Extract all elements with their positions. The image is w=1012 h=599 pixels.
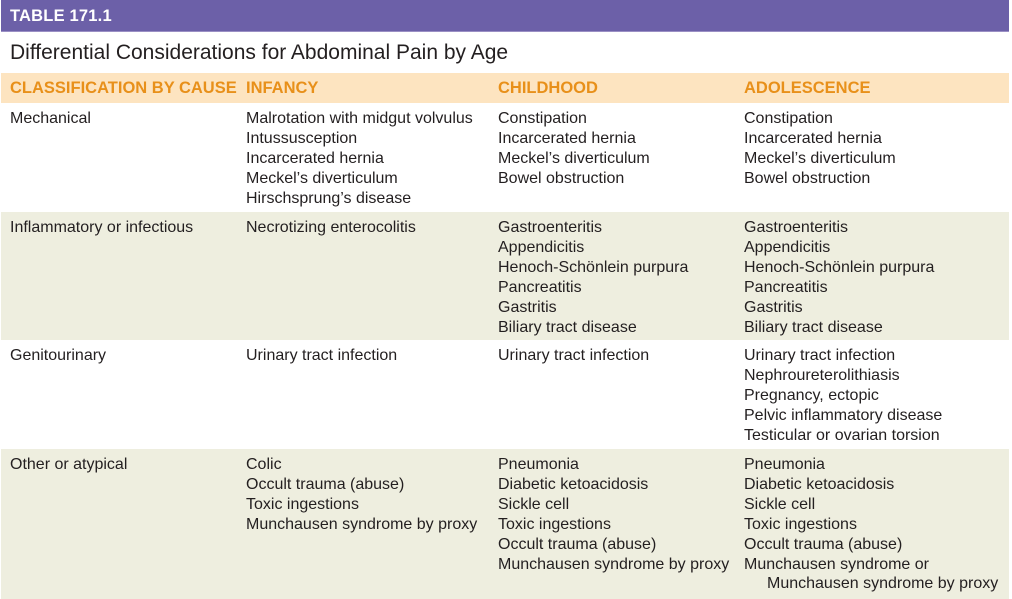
list-item: Meckel’s diverticulum <box>246 169 398 187</box>
table-row <box>1 449 1009 599</box>
list-item: Incarcerated hernia <box>246 149 384 167</box>
list-item: Biliary tract disease <box>498 318 637 336</box>
list-item: Hirschsprung’s disease <box>246 189 412 207</box>
list-item: Bowel obstruction <box>498 169 625 187</box>
list-item: Appendicitis <box>498 238 585 256</box>
cell-adolescence <box>735 340 1009 449</box>
header-classification: CLASSIFICATION BY CAUSE <box>10 79 237 97</box>
list-item: Urinary tract infection <box>744 347 896 364</box>
list-item: Pneumonia <box>498 456 579 473</box>
cell-cause: Other or atypical <box>10 456 128 473</box>
list-item: Constipation <box>498 110 587 127</box>
list-item: Pelvic inflammatory disease <box>744 406 943 424</box>
list-item: Toxic ingestions <box>498 515 611 533</box>
table-caption: Differential Considerations for Abdominal Pain by Age <box>10 41 509 64</box>
header-infancy: INFANCY <box>246 79 319 97</box>
cell-cause: Genitourinary <box>10 347 107 364</box>
list-item: Pregnancy, ectopic <box>744 386 879 404</box>
list-item: Testicular or ovarian torsion <box>744 426 940 444</box>
list-item: Incarcerated hernia <box>498 129 636 147</box>
list-item: Pancreatitis <box>498 278 582 296</box>
list-item: Biliary tract disease <box>744 318 883 336</box>
list-item: Toxic ingestions <box>246 495 359 513</box>
list-item: Bowel obstruction <box>744 169 871 187</box>
list-item: Gastroenteritis <box>498 219 603 236</box>
list-item: Urinary tract infection <box>498 347 650 364</box>
list-item: Meckel’s diverticulum <box>744 149 896 167</box>
cell-infancy <box>237 340 489 449</box>
table-row <box>1 212 1009 340</box>
list-item: Nephroureterolithiasis <box>744 366 900 384</box>
list-item: Henoch-Schönlein purpura <box>498 258 689 276</box>
list-item: Intussusception <box>246 129 358 147</box>
list-item: Pneumonia <box>744 456 825 473</box>
list-item: Occult trauma (abuse) <box>498 535 657 553</box>
list-item: Sickle cell <box>744 495 816 513</box>
list-item: Meckel’s diverticulum <box>498 149 650 167</box>
cell-infancy <box>237 103 489 212</box>
list-item: Henoch-Schönlein purpura <box>744 258 935 276</box>
cell-adolescence <box>735 212 1009 340</box>
table-body <box>1 103 1009 599</box>
list-item: Necrotizing enterocolitis <box>246 219 416 236</box>
list-item: Gastroenteritis <box>744 219 849 236</box>
cell-cause: Mechanical <box>10 110 91 127</box>
table-row <box>1 340 1009 449</box>
list-item: Munchausen syndrome by proxy <box>246 515 478 533</box>
list-item: Gastritis <box>498 298 557 316</box>
list-item: Diabetic ketoacidosis <box>498 475 649 493</box>
list-item: Munchausen syndrome by proxy <box>498 555 730 573</box>
header-adolescence: ADOLESCENCE <box>744 79 871 97</box>
cell-infancy <box>237 212 489 340</box>
list-item: Occult trauma (abuse) <box>246 475 405 493</box>
cell-adolescence <box>735 103 1009 212</box>
list-item: Incarcerated hernia <box>744 129 882 147</box>
cell-childhood <box>489 340 735 449</box>
cell-adolescence <box>735 449 1009 599</box>
table-header-row <box>1 73 1009 103</box>
differential-table <box>1 0 1009 599</box>
list-item: Munchausen syndrome or Munchausen syndrome by proxy <box>744 555 999 593</box>
list-item: Sickle cell <box>498 495 570 513</box>
header-childhood: CHILDHOOD <box>498 79 598 97</box>
table-row <box>1 103 1009 212</box>
cell-cause: Inflammatory or infectious <box>10 219 194 236</box>
table-label: TABLE 171.1 <box>1 0 1009 32</box>
cell-infancy <box>237 449 489 599</box>
cell-childhood <box>489 212 735 340</box>
list-item: Constipation <box>744 110 833 127</box>
list-item: Appendicitis <box>744 238 831 256</box>
list-item: Pancreatitis <box>744 278 828 296</box>
list-item: Malrotation with midgut volvulus <box>246 110 473 127</box>
list-item: Diabetic ketoacidosis <box>744 475 895 493</box>
cell-childhood <box>489 449 735 599</box>
list-item: Gastritis <box>744 298 803 316</box>
list-item: Toxic ingestions <box>744 515 857 533</box>
list-item: Occult trauma (abuse) <box>744 535 903 553</box>
cell-childhood <box>489 103 735 212</box>
list-item: Colic <box>246 456 282 473</box>
list-item: Urinary tract infection <box>246 347 398 364</box>
